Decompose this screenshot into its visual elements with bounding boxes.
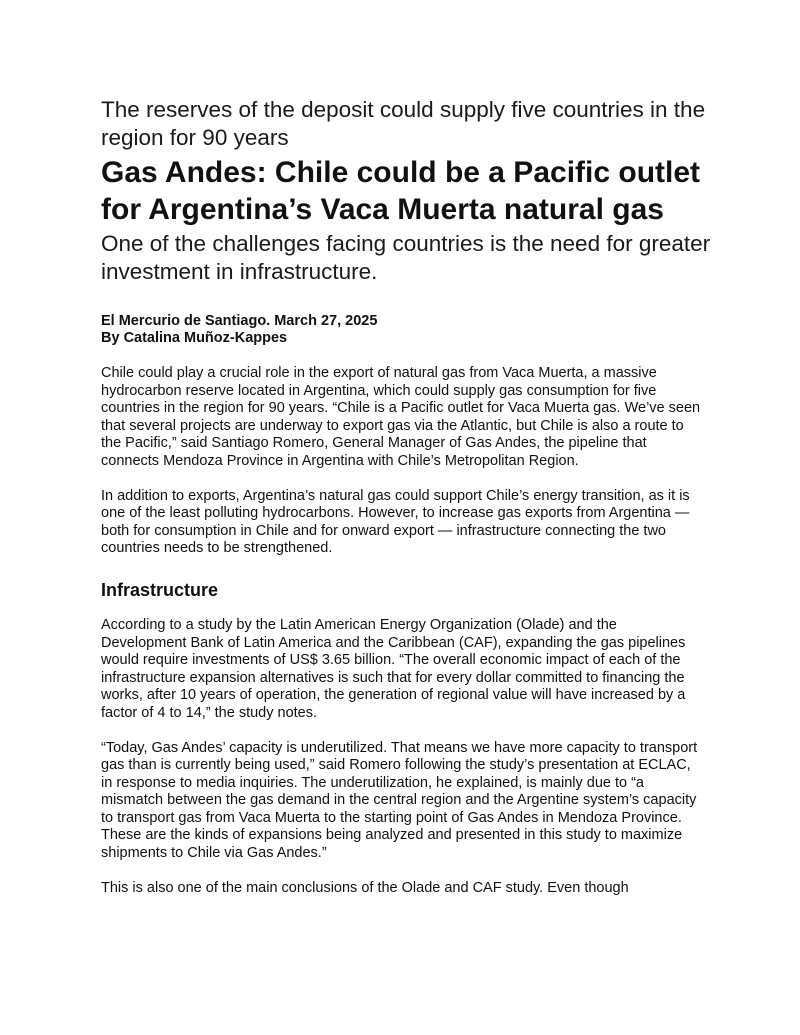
body-paragraph-1: Chile could play a crucial role in the export of natural gas from Vaca Muerta, a massive hydrocarbon reserve located in Argentina, which could supply gas consumption for five countries in the region for 90 years. “Chile is a Pacific outlet for Vaca Muerta gas. We’ve seen that several projects are underway to export gas via the Atlantic, but Chile is also a route to the Pacific,” said Santiago Romero, General Manager of Gas Andes, the pipeline that connects Mendoza Province in Argentina with Chile’s Metropolitan Region. bbox=[101, 365, 701, 469]
article-headline: Gas Andes: Chile could be a Pacific outlet for Argentina’s Vaca Muerta natural gas bbox=[101, 156, 701, 226]
body-paragraph-2: In addition to exports, Argentina’s natural gas could support Chile’s energy transition, as it is one of the least polluting hydrocarbons. However, to increase gas exports from Argentina — both for consumption in Chile and for onward export — infrastructure connecting the two countries needs to be strengthened. bbox=[101, 487, 690, 557]
section-paragraph-1: According to a study by the Latin American Energy Organization (Olade) and the Development Bank of Latin America and the Caribbean (CAF), expanding the gas pipelines would require investments of US$ 3.65 billion. “The overall economic impact of each of the infrastructure expansion alternatives is such that for every dollar committed to financing the works, after 10 years of operation, the generation of regional value will have increased by a factor of 4 to 14,” the study notes. bbox=[101, 616, 686, 721]
article-page bbox=[101, 96, 711, 897]
source-line: El Mercurio de Santiago. March 27, 2025 bbox=[101, 313, 378, 329]
section-paragraph-2: “Today, Gas Andes’ capacity is underutilized. That means we have more capacity to transport gas than is currently being used,” said Romero following the study’s presentation at ECLAC, in response to media inquiries. The underutilization, he explained, is mainly due to “a mismatch between the gas demand in the central region and the Argentine system’s capacity to transport gas from Vaca Muerta to the starting point of Gas Andes in Mendoza Province. These are the kinds of expansions being analyzed and presented in this study to maximize shipments to Chile via Gas Andes.” bbox=[101, 739, 698, 862]
article-subhead: One of the challenges facing countries is the need for greater investment in infrastructure. bbox=[101, 231, 711, 284]
article-kicker: The reserves of the deposit could supply five countries in the region for 90 years bbox=[101, 97, 706, 150]
section-heading-infrastructure: Infrastructure bbox=[101, 579, 219, 600]
section-paragraph-3: This is also one of the main conclusions of the Olade and CAF study. Even though bbox=[101, 879, 629, 896]
byline bbox=[101, 313, 711, 347]
author-line: By Catalina Muñoz-Kappes bbox=[101, 330, 288, 346]
